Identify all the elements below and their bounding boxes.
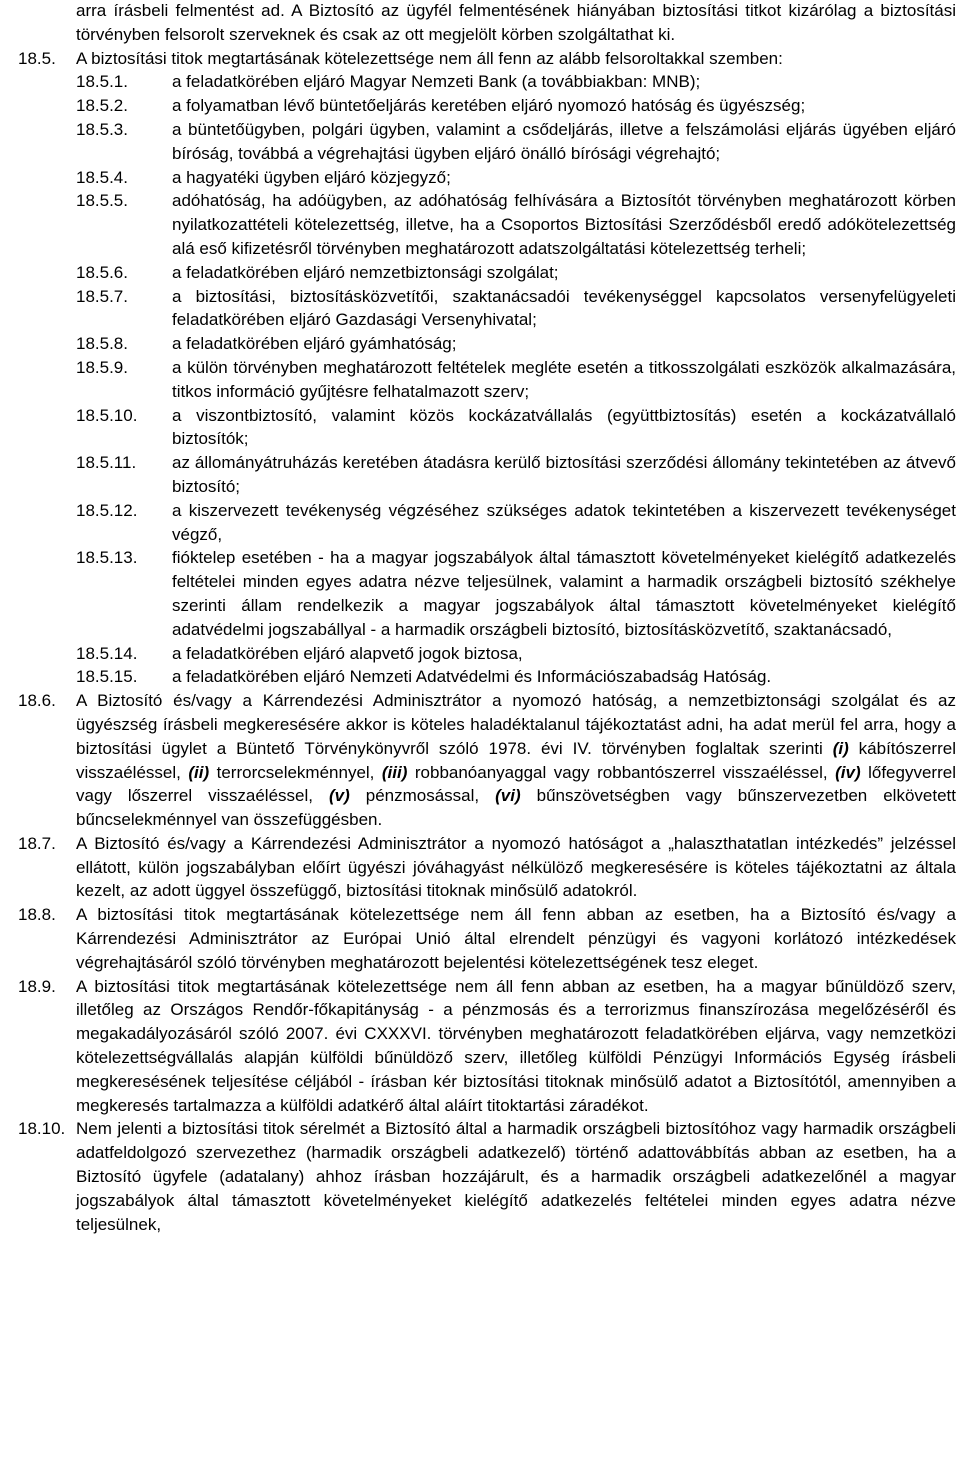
section-number: 18.9. [18,976,56,996]
item-18-5-1 [0,70,960,94]
item-number: 18.5.5. [76,191,128,211]
enumeration-marker: (i) [832,738,849,758]
item-18-5-7 [0,285,960,333]
item-text: a feladatkörében eljáró alapvető jogok biztosa, [172,643,523,663]
item-number: 18.5.6. [76,262,128,282]
intro-paragraph [0,0,960,47]
enumeration-marker: (v) [328,786,350,806]
item-text: a feladatkörében eljáró gyámhatóság; [172,334,457,354]
item-text: a folyamatban lévő büntetőeljárás keretében eljáró nyomozó hatóság és ügyészség; [172,96,806,116]
intro-text: arra írásbeli felmentést ad. A Biztosító az ügyfél felmentésének hiányában biztosítási titkot kizárólag a biztosítási törvényben felsorolt szerveknek és csak az ott megjelölt körben szolgáltathat ki. [76,1,956,44]
item-18-5-3 [0,118,960,166]
item-text: az állományátruházás keretében átadásra kerülő biztosítási szerződési állomány tekintetében az átvevő biztosító; [172,453,956,496]
text-run: lőfegyverrel vagy lőszerrel visszaéléssel, [76,762,956,806]
section-18-5 [0,47,960,71]
item-text: a büntetőügyben, polgári ügyben, valamint a csődeljárás, illetve a felszámolási eljárás ügyében eljáró bíróság, továbbá a végrehajtási ügyben eljáró önálló bírósági végrehajtó; [172,119,956,163]
item-number: 18.5.9. [76,357,128,377]
item-text: a hagyatéki ügyben eljáró közjegyző; [172,167,451,187]
item-text: a feladatkörében eljáró Magyar Nemzeti Bank (a továbbiakban: MNB); [172,72,701,92]
item-18-5-12 [0,499,960,547]
enumeration-marker: (ii) [188,762,210,782]
item-text: a viszontbiztosító, valamint közös kockázatvállalás (együttbiztosítás) esetén a kockázatvállaló biztosítók; [172,405,956,449]
item-18-5-15 [0,665,960,689]
item-number: 18.5.1. [76,72,128,92]
item-text: a biztosítási, biztosításközvetítői, szaktanácsadói tevékenységgel kapcsolatos versenyfelügyeleti feladatkörében eljáró Gazdasági Versenyhivatal; [172,286,956,330]
section-number: 18.10. [18,1119,66,1139]
item-number: 18.5.15. [76,667,138,687]
text-run: A Biztosító és/vagy a Kárrendezési Adminisztrátor a nyomozó hatóság, a nemzetbiztonsági szolgálat és az ügyészség írásbeli megkeresésére akkor is köteles haladéktalanul tájékoztatást adni, ha adat merül fel arra, hogy a biztosítási ügylet a Büntető Törvénykönyvről szóló 1978. évi IV. törvényben foglaltak szerinti [76,691,956,758]
item-18-5-14 [0,642,960,666]
item-number: 18.5.12. [76,500,138,520]
item-text: fióktelep esetében - ha a magyar jogszabályok által támasztott követelményeket kielégítő adatkezelés feltételei minden egyes adatra nézve teljesülnek, valamint a harmadik országbeli biztosító székhelye szerinti állam rendelkezik a magyar jogszabályok által támasztott követelményeket kielégítő adatvédelmi jogszabállyal - a harmadik országbeli biztosító, biztosításközvetítő, szaktanácsadó, [172,548,956,639]
item-text: a külön törvényben meghatározott feltételek megléte esetén a titkosszolgálati eszközök alkalmazására, titkos információ gyűjtésre felhatalmazott szerv; [172,357,956,401]
item-text: a feladatkörében eljáró nemzetbiztonsági szolgálat; [172,262,559,282]
section-text: Nem jelenti a biztosítási titok sérelmét a Biztosító által a harmadik országbeli biztosítóhoz vagy harmadik országbeli adatfeldolgozó szervezethez (harmadik országbeli adatkezelő) történő adattovábbítás abban az esetben, ha a Biztosító ügyfele (adatalany) ahhoz írásban hozzájárult, és a harmadik országbeli adatkezelőnél a magyar jogszabályok által támasztott követelményeket kielégítő adatkezelés feltételei minden egyes adatra nézve teljesülnek, [76,1119,956,1234]
text-run: robbanóanyaggal vagy robbantószerrel visszaéléssel, [407,762,836,782]
enumeration-marker: (vi) [495,786,521,806]
text-run: pénzmosással, [349,786,496,806]
item-number: 18.5.11. [76,453,137,473]
item-18-5-11 [0,451,960,499]
section-18-6 [0,689,960,832]
section-number: 18.6. [18,691,56,711]
item-number: 18.5.10. [76,405,138,425]
section-18-8 [0,903,960,974]
item-number: 18.5.7. [76,286,128,306]
item-number: 18.5.13. [76,548,138,568]
section-text: A biztosítási titok megtartásának kötelezettsége nem áll fenn az alább felsoroltakkal szemben: [76,48,783,68]
text-run: bűnszövetségben vagy bűnszervezetben elkövetett bűncselekménnyel van összefüggésben. [76,786,956,830]
item-text: a feladatkörében eljáró Nemzeti Adatvédelmi és Információszabadság Hatóság. [172,667,772,687]
item-18-5-6 [0,261,960,285]
item-number: 18.5.14. [76,643,138,663]
section-number: 18.8. [18,905,56,925]
item-number: 18.5.2. [76,96,128,116]
section-number: 18.7. [18,833,56,853]
section-text: A biztosítási titok megtartásának kötelezettsége nem áll fenn abban az esetben, ha a magyar bűnüldöző szerv, illetőleg az Országos Rendőr-főkapitányság - a pénzmosás és a terrorizmus finanszírozása megelőzéséről és megakadályozásáról szóló 2007. évi CXXXVI. törvényben meghatározott feladatkörében eljárva, vagy nemzetközi kötelezettségvállalás alapján külföldi bűnüldöző szerv, illetőleg külföldi Pénzügyi Információs Egység írásbeli megkeresésének teljesítése céljából - írásban kér biztosítási titoknak minősülő adatot a Biztosítótól, amennyiben a megkeresés tartalmazza a külföldi adatkérő által aláírt titoktartási záradékot. [76,976,956,1115]
section-number: 18.5. [18,48,56,68]
item-18-5-4 [0,166,960,190]
item-18-5-2 [0,94,960,118]
item-number: 18.5.8. [76,334,128,354]
section-text: A Biztosító és/vagy a Kárrendezési Adminisztrátor a nyomozó hatóságot a „halaszthatatlan intézkedés” jelzéssel ellátott, külön jogszabályban előírt ügyészi jóváhagyást nélkülöző megkeresésére is köteles tájékoztatni az általa kezelt, az adott üggyel összefüggő, biztosítási titoknak minősülő adatokról. [76,833,956,901]
item-18-5-10 [0,404,960,452]
item-18-5-13 [0,546,960,641]
enumeration-marker: (iv) [835,762,861,782]
item-text: a kiszervezett tevékenység végzéséhez szükséges adatok tekintetében a kiszervezett tevékenységet végző, [172,500,956,544]
item-18-5-8 [0,332,960,356]
section-18-9 [0,975,960,1118]
enumeration-marker: (iii) [381,762,408,782]
item-18-5-5 [0,189,960,260]
text-run: terrorcselekménnyel, [209,762,382,782]
item-number: 18.5.4. [76,167,128,187]
section-18-10 [0,1117,960,1236]
item-text: adóhatóság, ha adóügyben, az adóhatóság felhívására a Biztosítót törvényben meghatározott körben nyilatkozattételi kötelezettség, illetve, ha a Csoportos Biztosítási Szerződésből eredő adókötelezettség alá eső kifizetésről törvényben meghatározott adatszolgáltatási kötelezettség terheli; [172,191,956,258]
item-18-5-9 [0,356,960,404]
item-number: 18.5.3. [76,119,128,139]
section-18-7 [0,832,960,903]
section-text [76,689,956,832]
text-run: kábítószerrel visszaéléssel, [76,738,956,782]
section-text: A biztosítási titok megtartásának kötelezettsége nem áll fenn abban az esetben, ha a Biztosító és/vagy a Kárrendezési Adminisztrátor az Európai Unió által elrendelt pénzügyi és vagyoni korlátozó intézkedések végrehajtásáról szóló törvényben meghatározott bejelentési kötelezettségének tesz eleget. [76,905,956,972]
